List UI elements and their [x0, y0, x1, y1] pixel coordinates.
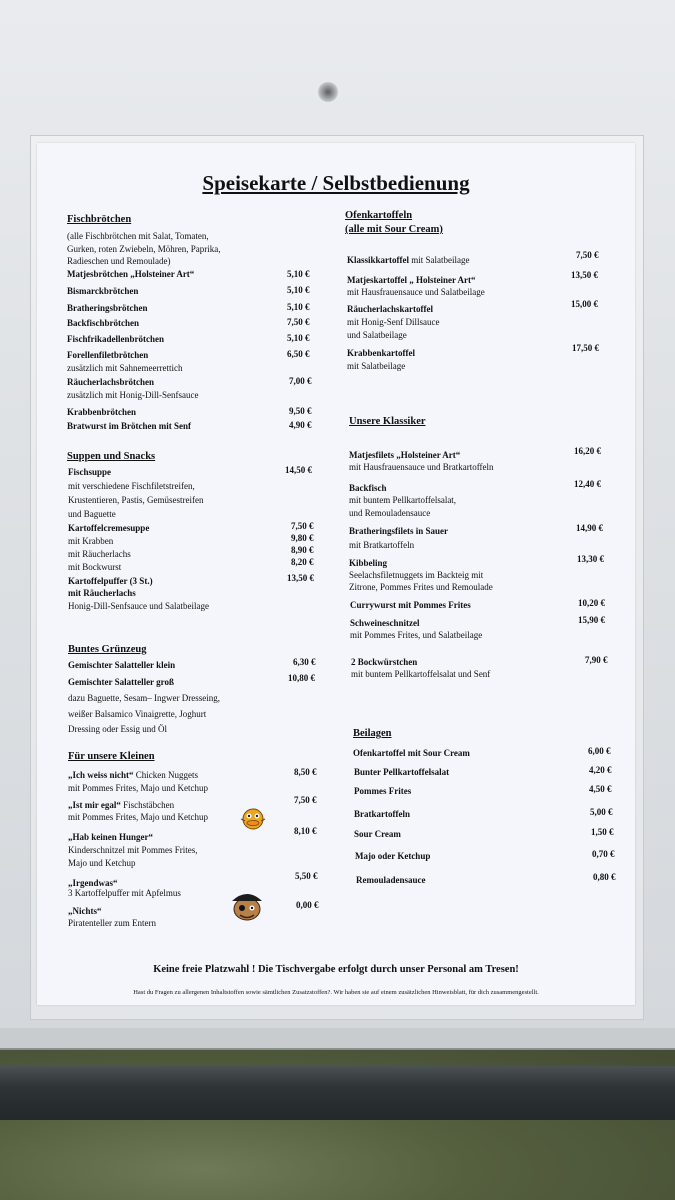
- metal-rail: [0, 1066, 675, 1120]
- screw-icon: [318, 82, 338, 102]
- gruen-note-line: dazu Baguette, Sesam– Ingwer Dresseing,: [68, 693, 220, 703]
- menu-item-price: 15,00 €: [571, 299, 598, 309]
- menu-item-price: 10,20 €: [578, 598, 605, 608]
- menu-item-sub: und Salatbeilage: [347, 330, 407, 340]
- menu-item-sub: mit Hausfrauensauce und Salatbeilage: [347, 287, 485, 297]
- menu-item-name: Matjesbrötchen „Holsteiner Art“: [67, 269, 195, 279]
- menu-title: Speisekarte / Selbstbedienung: [202, 171, 470, 195]
- menu-item-rest: Chicken Nuggets: [133, 770, 199, 780]
- section-fischbroetchen-heading: Fischbrötchen: [67, 214, 132, 225]
- menu-item-price: 13,50 €: [571, 270, 598, 280]
- menu-item-sub: mit Pommes Frites, Majo und Ketchup: [68, 812, 208, 822]
- menu-item-name: Krabbenkartoffel: [347, 348, 415, 358]
- menu-item-sub: mit Pommes Frites, Majo und Ketchup: [68, 783, 208, 793]
- menu-item-price: 7,50 €: [291, 521, 314, 531]
- fisch-note-line: Gurken, roten Zwiebeln, Möhren, Paprika,: [67, 244, 221, 254]
- menu-item-name: Gemischter Salatteller groß: [68, 677, 174, 687]
- menu-item-price: 7,50 €: [576, 250, 599, 260]
- fisch-note-line: Radieschen und Remoulade): [67, 256, 171, 266]
- menu-item-sub: Piratenteller zum Entern: [68, 918, 156, 928]
- menu-item-name: Gemischter Salatteller klein: [68, 660, 176, 670]
- menu-item-name: Bratwurst im Brötchen mit Senf: [67, 421, 191, 431]
- seating-notice: Keine freie Platzwahl ! Die Tischvergabe erfolgt durch unser Personal am Tresen!: [153, 964, 519, 975]
- menu-item-sub: mit buntem Pellkartoffelsalat und Senf: [351, 669, 491, 679]
- menu-item-name: Backfisch: [349, 483, 387, 493]
- menu-item-name: Fischsuppe: [68, 467, 112, 477]
- menu-item-price: 9,50 €: [289, 406, 312, 416]
- fisch-note-line: (alle Fischbrötchen mit Salat, Tomaten,: [67, 231, 209, 241]
- menu-item-name: Schweineschnitzel: [350, 618, 420, 628]
- menu-item-price: 13,50 €: [287, 573, 314, 583]
- menu-item-sub: Zitrone, Pommes Frites und Remoulade: [349, 582, 493, 592]
- menu-item-price: 8,50 €: [294, 767, 317, 777]
- duck-face-icon: [239, 805, 267, 833]
- menu-item-price: 12,40 €: [574, 479, 601, 489]
- menu-item-line: [68, 800, 174, 811]
- menu-item-price: 14,90 €: [576, 523, 603, 533]
- menu-item-name: Bratkartoffeln: [354, 809, 410, 819]
- menu-item-price: 5,10 €: [287, 269, 310, 279]
- gruen-note-line: weißer Balsamico Vinaigrette, Joghurt: [68, 709, 207, 719]
- section-klassiker-heading: Unsere Klassiker: [349, 416, 426, 427]
- menu-item-price: 5,10 €: [287, 302, 310, 312]
- menu-item-sub: mit Honig-Senf Dillsauce: [347, 317, 440, 327]
- menu-item-name: Fischfrikadellenbrötchen: [67, 334, 164, 344]
- menu-item-price: 5,10 €: [287, 333, 310, 343]
- menu-item-name: „Ist mir egal“: [68, 800, 121, 810]
- menu-item-name: Kartoffelcremesuppe: [68, 523, 150, 533]
- menu-item-rest: Fischstäbchen: [120, 800, 175, 810]
- menu-item-name: „Ich weiss nicht“: [68, 770, 134, 780]
- menu-item-sub: 3 Kartoffelpuffer mit Apfelmus: [68, 888, 181, 898]
- menu-item-name: Majo oder Ketchup: [355, 851, 431, 861]
- menu-item-name: Pommes Frites: [354, 786, 412, 796]
- menu-item-sub: Kinderschnitzel mit Pommes Frites,: [68, 845, 198, 855]
- section-ofenkartoffeln-heading: Ofenkartoffeln: [345, 210, 413, 221]
- menu-item-name: Remouladensauce: [356, 875, 426, 885]
- menu-item-sub: Honig-Dill-Senfsauce und Salatbeilage: [68, 601, 209, 611]
- menu-item-sub: zusätzlich mit Sahnemeerrettich: [67, 363, 183, 373]
- menu-item-price: 17,50 €: [572, 343, 599, 353]
- menu-item-price: 6,00 €: [588, 746, 611, 756]
- menu-item-name: Sour Cream: [354, 829, 401, 839]
- menu-item-price: 5,10 €: [287, 285, 310, 295]
- menu-item-price: 7,50 €: [294, 795, 317, 805]
- section-beilagen-heading: Beilagen: [353, 728, 392, 739]
- menu-item-sub: Seelachsfiletnuggets im Backteig mit: [349, 570, 484, 580]
- section-suppen-heading: Suppen und Snacks: [67, 451, 156, 462]
- section-ofenkartoffeln-subheading: (alle mit Sour Cream): [345, 224, 443, 235]
- menu-item-sub: Majo und Ketchup: [68, 858, 136, 868]
- menu-item-price: 9,80 €: [291, 533, 314, 543]
- menu-item-name: Bratheringsfilets in Sauer: [349, 526, 448, 536]
- menu-item-price: 6,30 €: [293, 657, 316, 667]
- menu-item-price: 4,90 €: [289, 420, 312, 430]
- menu-item-sub: mit Räucherlachs: [68, 549, 131, 559]
- menu-item-line: [68, 770, 198, 781]
- menu-item-sub: mit Hausfrauensauce und Bratkartoffeln: [349, 462, 494, 472]
- menu-item-price: 4,50 €: [589, 784, 612, 794]
- menu-item-price: 8,10 €: [294, 826, 317, 836]
- menu-item-name: Kibbeling: [349, 558, 388, 568]
- menu-item-sub: mit Bratkartoffeln: [349, 540, 415, 550]
- menu-item-name: Kartoffelpuffer (3 St.): [68, 576, 153, 586]
- menu-item-name: Bismarckbrötchen: [67, 286, 139, 296]
- menu-item-sub: mit buntem Pellkartoffelsalat,: [349, 495, 457, 505]
- menu-item-price: 13,30 €: [577, 554, 604, 564]
- menu-item-price: 0,70 €: [592, 849, 615, 859]
- menu-item-name: mit Räucherlachs: [68, 588, 136, 598]
- menu-item-sub: mit Salatbeilage: [347, 361, 406, 371]
- menu-sheet: [37, 143, 635, 1005]
- section-gruenzeug-heading: Buntes Grünzeug: [68, 644, 147, 655]
- menu-item-price: 0,00 €: [296, 900, 319, 910]
- menu-item-rest: mit Salatbeilage: [409, 255, 470, 265]
- menu-item-name: „Nichts“: [68, 906, 102, 916]
- menu-item-name: Matjesfilets „Holsteiner Art“: [349, 450, 461, 460]
- menu-item-price: 1,50 €: [591, 827, 614, 837]
- menu-item-sub: mit Pommes Frites, und Salatbeilage: [350, 630, 483, 640]
- section-kleinen-heading: Für unsere Kleinen: [68, 751, 155, 762]
- menu-item-sub: zusätzlich mit Honig-Dill-Senfsauce: [67, 390, 199, 400]
- menu-item-name: Ofenkartoffel mit Sour Cream: [353, 748, 470, 758]
- menu-item-price: 10,80 €: [288, 673, 315, 683]
- menu-item-price: 6,50 €: [287, 349, 310, 359]
- menu-item-name: Krabbenbrötchen: [67, 407, 137, 417]
- menu-item-name: Currywurst mit Pommes Frites: [350, 600, 471, 610]
- gruen-note-line: Dressing oder Essig und Öl: [68, 724, 167, 734]
- menu-item-price: 5,50 €: [295, 871, 318, 881]
- menu-item-name: Klassikkartoffel: [347, 255, 409, 265]
- menu-item-name: Räucherlachsbrötchen: [67, 377, 154, 387]
- menu-item-price: 7,00 €: [289, 376, 312, 386]
- menu-item-name: Bratheringsbrötchen: [67, 303, 148, 313]
- menu-item-price: 16,20 €: [574, 446, 601, 456]
- menu-item-name: 2 Bockwürstchen: [351, 657, 418, 667]
- menu-item-price: 8,90 €: [291, 545, 314, 555]
- menu-item-name: „Irgendwas“: [68, 878, 118, 888]
- menu-item-sub: und Baguette: [68, 509, 116, 519]
- menu-item-price: 14,50 €: [285, 465, 312, 475]
- menu-item-price: 0,80 €: [593, 872, 616, 882]
- menu-item-name: Räucherlachskartoffel: [347, 304, 433, 314]
- menu-item-name: Matjeskartoffel „ Holsteiner Art“: [347, 275, 476, 285]
- menu-item-sub: mit Bockwurst: [68, 562, 122, 572]
- pirate-face-icon: [228, 889, 266, 923]
- menu-item-sub: und Remouladensauce: [349, 508, 431, 518]
- menu-item-sub: mit Krabben: [68, 536, 114, 546]
- board-frame: [0, 1028, 675, 1050]
- menu-item-sub: mit verschiedene Fischfiletstreifen,: [68, 481, 195, 491]
- menu-item-name: Backfischbrötchen: [67, 318, 139, 328]
- menu-item-price: 8,20 €: [291, 557, 314, 567]
- menu-item-name: Forellenfiletbrötchen: [67, 350, 149, 360]
- menu-item-name: Bunter Pellkartoffelsalat: [354, 767, 450, 777]
- menu-item-price: 5,00 €: [590, 807, 613, 817]
- menu-item-line: [347, 255, 469, 266]
- menu-item-sub: Krustentieren, Pastis, Gemüsestreifen: [68, 495, 204, 505]
- menu-item-price: 4,20 €: [589, 765, 612, 775]
- menu-item-price: 7,50 €: [287, 317, 310, 327]
- menu-item-name: „Hab keinen Hunger“: [68, 832, 154, 842]
- allergen-notice: Hast du Fragen zu allergenen Inhaltstoffen sowie sämtlichen Zusatzstoffen?. Wir haben sie auf einem zusätzlichen Hinweisblatt, für dich zusammengestellt.: [133, 989, 539, 996]
- menu-item-price: 7,90 €: [585, 655, 608, 665]
- menu-item-price: 15,90 €: [578, 615, 605, 625]
